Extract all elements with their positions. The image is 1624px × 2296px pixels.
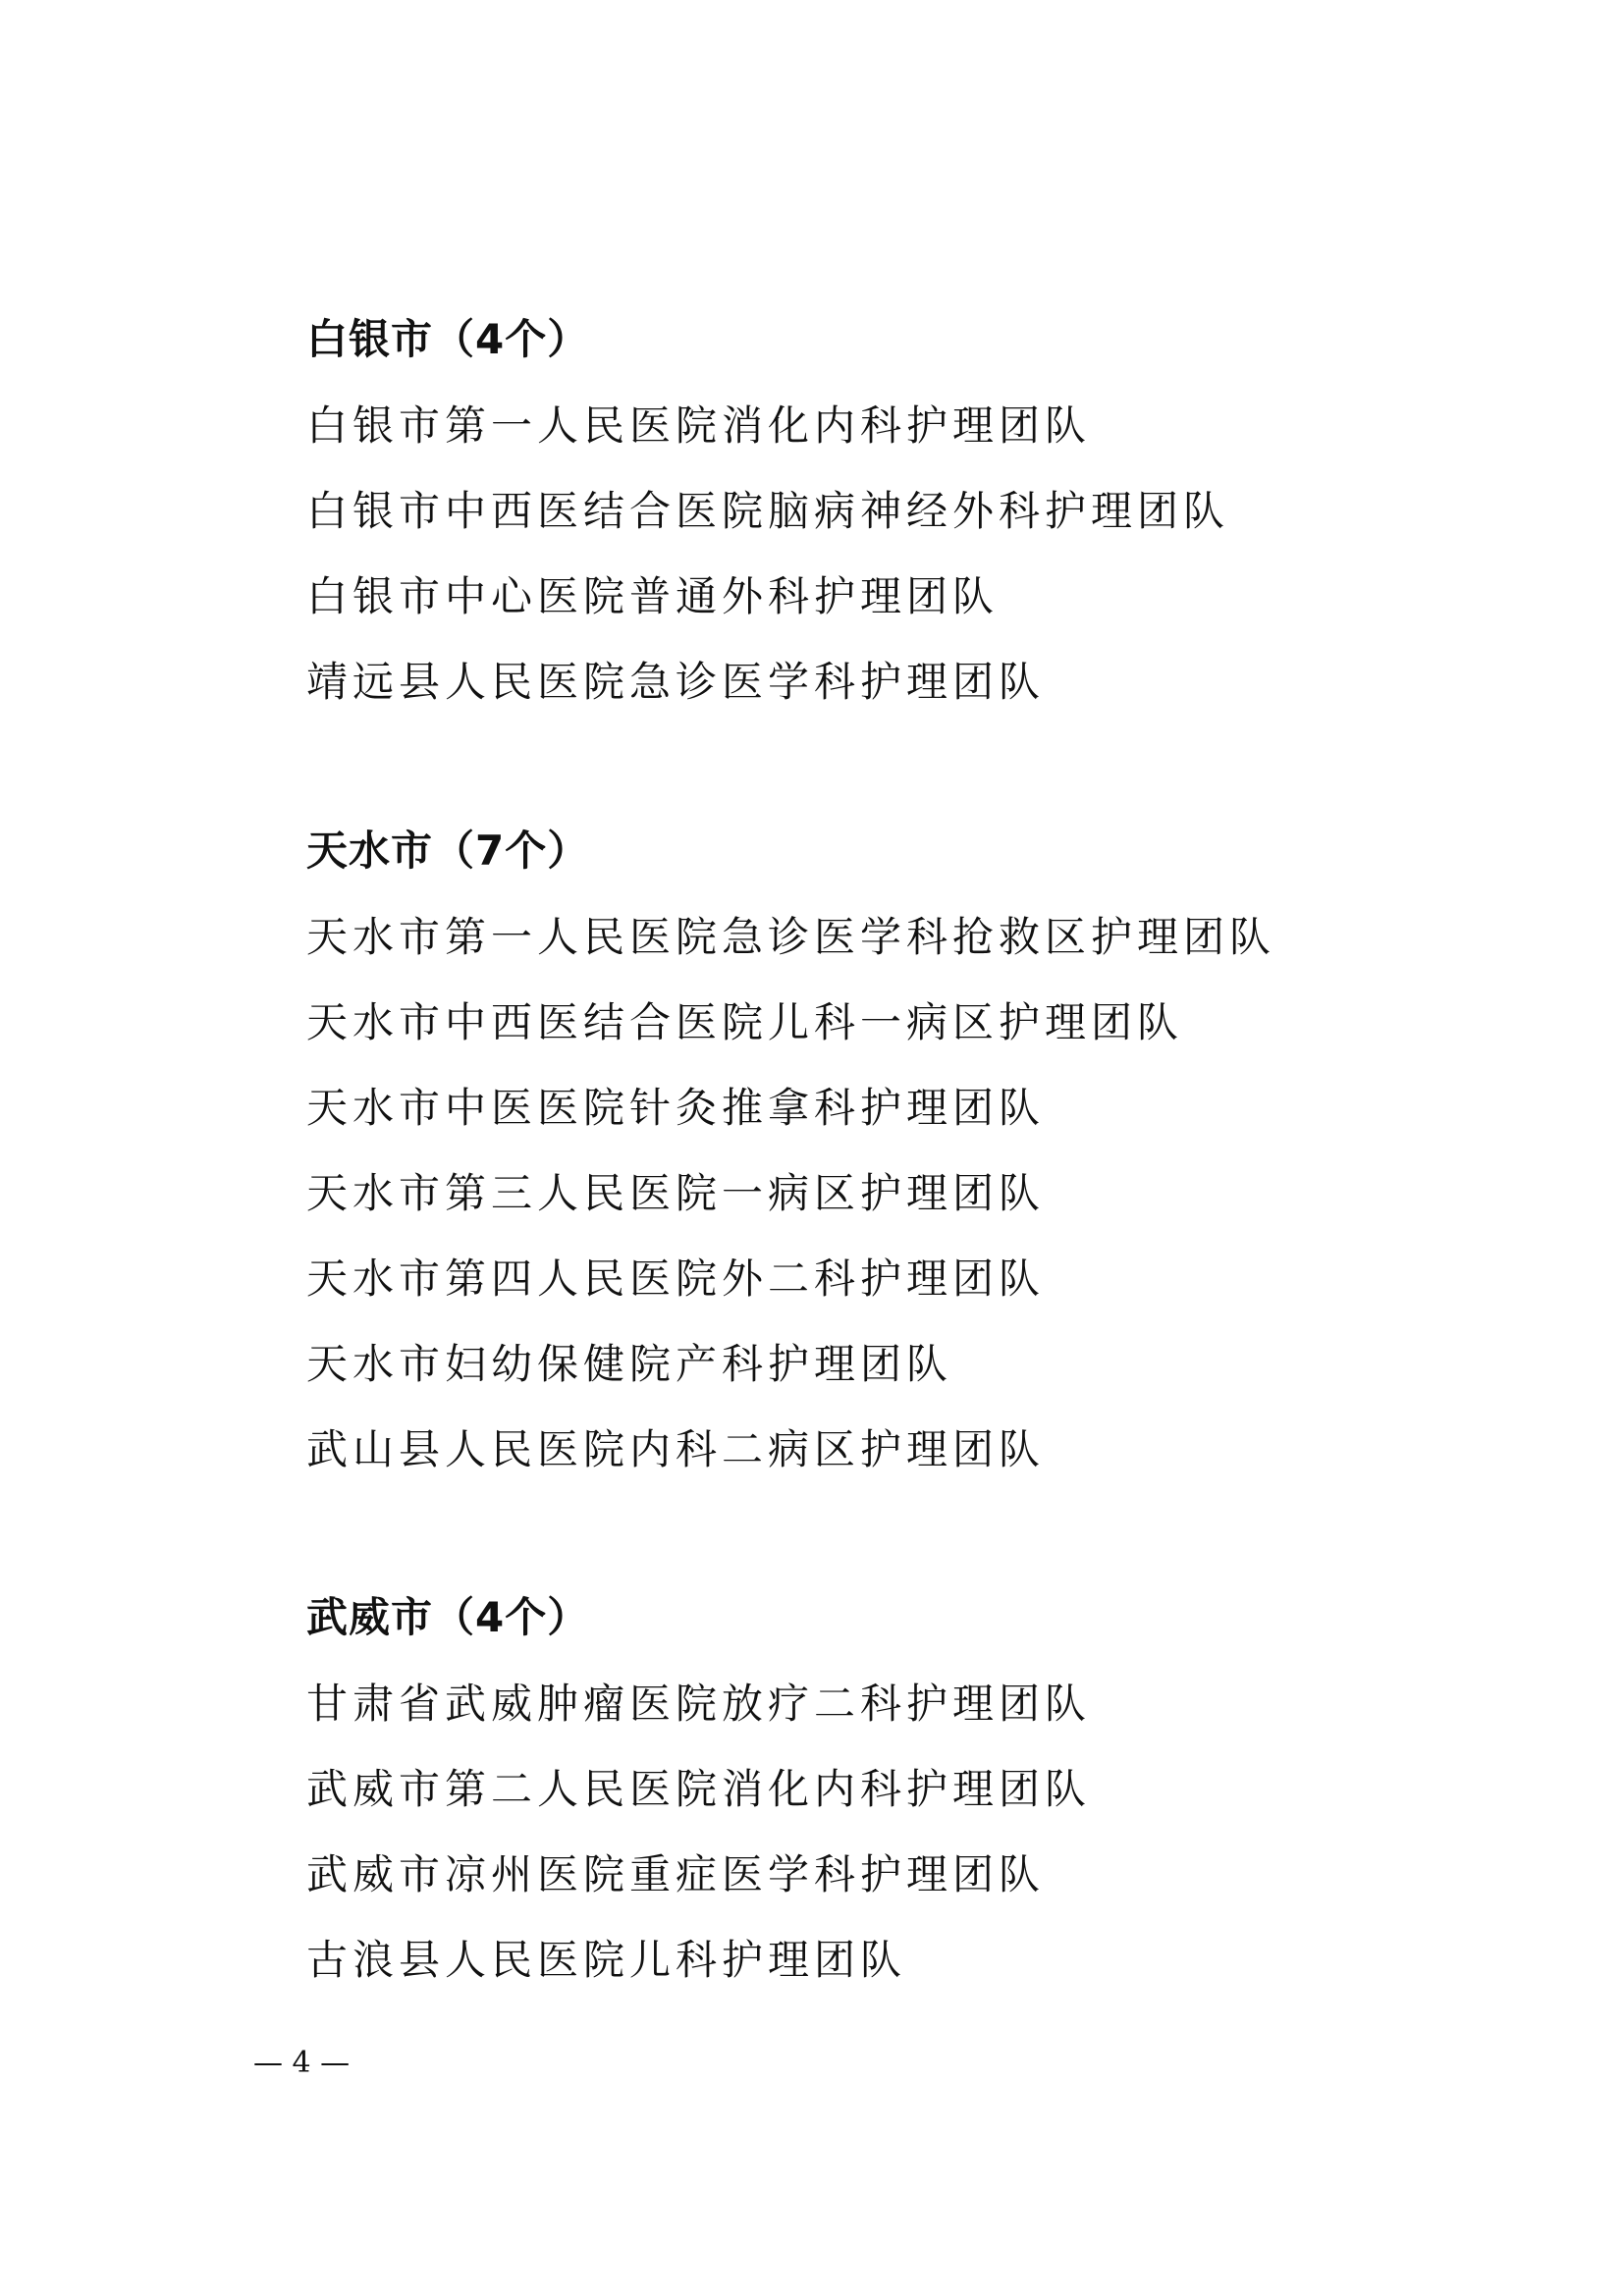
list-item: 天水市中西医结合医院儿科一病区护理团队 bbox=[306, 998, 1184, 1046]
list-item: 天水市中医医院针灸推拿科护理团队 bbox=[306, 1084, 1046, 1132]
section-heading: 武威市（4个） bbox=[306, 1593, 590, 1641]
list-item: 天水市第四人民医院外二科护理团队 bbox=[306, 1255, 1046, 1303]
list-item: 天水市第三人民医院一病区护理团队 bbox=[306, 1169, 1046, 1217]
section-wuwei bbox=[306, 1575, 1485, 2002]
list-item: 天水市妇幼保健院产科护理团队 bbox=[306, 1340, 953, 1388]
page-number: — 4 — bbox=[253, 2046, 351, 2080]
list-item: 靖远县人民医院急诊医学科护理团队 bbox=[306, 658, 1046, 706]
list-item: 白银市中心医院普通外科护理团队 bbox=[306, 572, 1000, 620]
list-item: 武山县人民医院内科二病区护理团队 bbox=[306, 1425, 1046, 1473]
list-item: 古浪县人民医院儿科护理团队 bbox=[306, 1936, 907, 1984]
section-heading: 天水市（7个） bbox=[306, 827, 590, 875]
section-tianshui bbox=[306, 808, 1485, 1492]
list-item: 白银市第一人民医院消化内科护理团队 bbox=[306, 401, 1092, 450]
list-item: 武威市凉州医院重症医学科护理团队 bbox=[306, 1850, 1046, 1898]
list-item: 武威市第二人民医院消化内科护理团队 bbox=[306, 1765, 1092, 1813]
list-item: 白银市中西医结合医院脑病神经外科护理团队 bbox=[306, 487, 1230, 535]
list-item: 甘肃省武威肿瘤医院放疗二科护理团队 bbox=[306, 1680, 1092, 1728]
list-item: 天水市第一人民医院急诊医学科抢救区护理团队 bbox=[306, 913, 1276, 961]
section-baiyin bbox=[306, 296, 1485, 724]
section-heading: 白银市（4个） bbox=[306, 315, 590, 363]
